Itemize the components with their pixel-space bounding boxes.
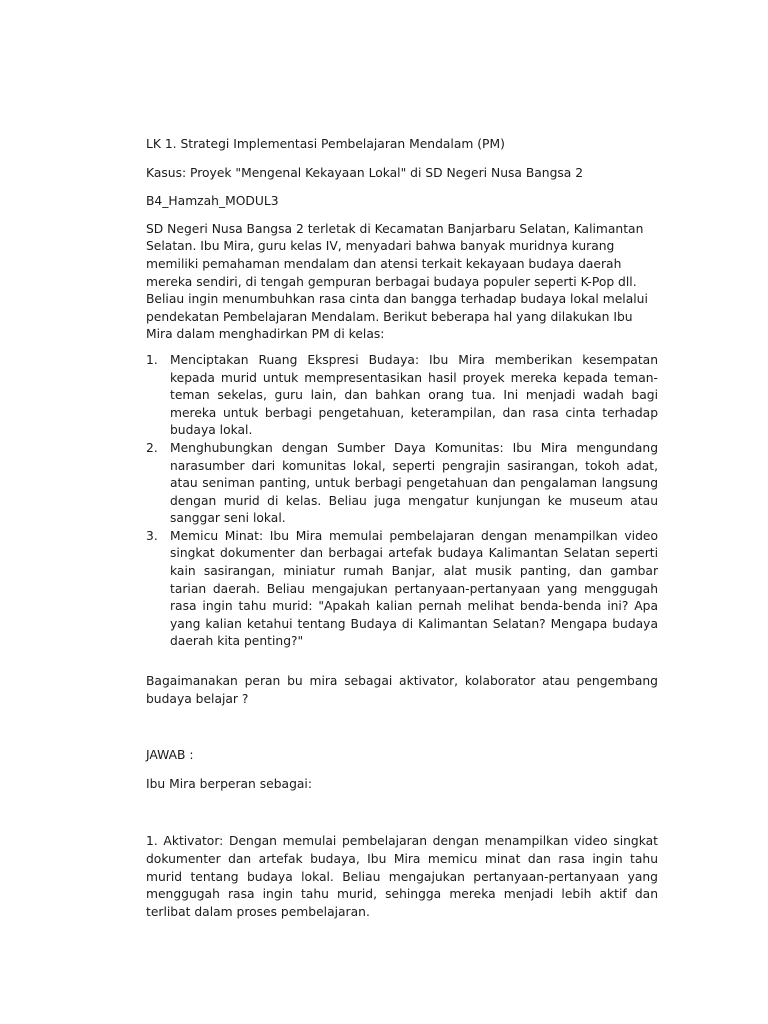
author-code: B4_Hamzah_MODUL3 xyxy=(146,194,279,209)
role-intro: Ibu Mira berperan sebagai: xyxy=(146,776,312,791)
list-item-text: Memicu Minat: Ibu Mira memulai pembelajaran dengan menampilkan video singkat dokumenter dan berbagai artefak budaya Kalimantan Selatan seperti kain sasirangan, miniatur rumah Banjar, alat musik panting, dan gambar tarian daerah. Beliau mengajukan pertanyaan-pertanyaan yang menggugah rasa ingin tahu murid: "Apakah kalian pernah melihat benda-benda ini? Apa yang kalian ketahui tentang Budaya di Kalimantan Selatan? Mengapa budaya daerah kita penting?" xyxy=(170,528,658,649)
list-item-text: Menciptakan Ruang Ekspresi Budaya: Ibu Mira memberikan kesempatan kepada murid untuk mempresentasikan hasil proyek mereka kepada teman-teman sekelas, guru lain, dan bahkan orang tua. Ini menjadi wadah bagi mereka untuk berbagi pengetahuan, keterampilan, dan rasa cinta terhadap budaya lokal. xyxy=(170,352,658,438)
list-item-number: 1. xyxy=(146,352,158,367)
role-activator-paragraph: 1. Aktivator: Dengan memulai pembelajaran dengan menampilkan video singkat dokumenter dan artefak budaya, Ibu Mira memicu minat dan rasa ingin tahu murid tentang budaya lokal. Beliau mengajukan pertanyaan-pertanyaan yang menggugah rasa ingin tahu murid, sehingga mereka menjadi lebih aktif dan terlibat dalam proses pembelajaran. xyxy=(146,834,658,919)
list-item xyxy=(146,440,658,528)
intro-paragraph: SD Negeri Nusa Bangsa 2 terletak di Kecamatan Banjarbaru Selatan, Kalimantan Selatan. Ibu Mira, guru kelas IV, menyadari bahwa banyak muridnya kurang memiliki pemahaman mendalam dan atensi terkait kekayaan budaya daerah mereka sendiri, di tengah gempuran berbagai budaya populer seperti K-Pop dll. Beliau ingin menumbuhkan rasa cinta dan bangga terhadap budaya lokal melalui pendekatan Pembelajaran Mendalam. Berikut beberapa hal yang dilakukan Ibu Mira dalam menghadirkan PM di kelas: xyxy=(146,221,648,342)
list-item xyxy=(146,352,658,440)
list-item xyxy=(146,528,658,651)
document-title: LK 1. Strategi Implementasi Pembelajaran Mendalam (PM) xyxy=(146,137,505,151)
list-item-number: 3. xyxy=(146,528,158,543)
document-page xyxy=(146,136,658,921)
list-item-text: Menghubungkan dengan Sumber Daya Komunitas: Ibu Mira mengundang narasumber dari komunitas lokal, seperti pengrajin sasirangan, tokoh adat, atau seniman panting, untuk berbagi pengetahuan dan pengalaman langsung dengan murid di kelas. Beliau juga mengatur kunjungan ke museum atau sanggar seni lokal. xyxy=(170,440,658,526)
case-heading: Kasus: Proyek "Mengenal Kekayaan Lokal" di SD Negeri Nusa Bangsa 2 xyxy=(146,165,584,180)
question-paragraph: Bagaimanakan peran bu mira sebagai aktivator, kolaborator atau pengembang budaya belajar ? xyxy=(146,674,658,706)
list-item-number: 2. xyxy=(146,440,158,455)
answer-label: JAWAB : xyxy=(146,748,194,763)
strategy-list xyxy=(146,352,658,651)
